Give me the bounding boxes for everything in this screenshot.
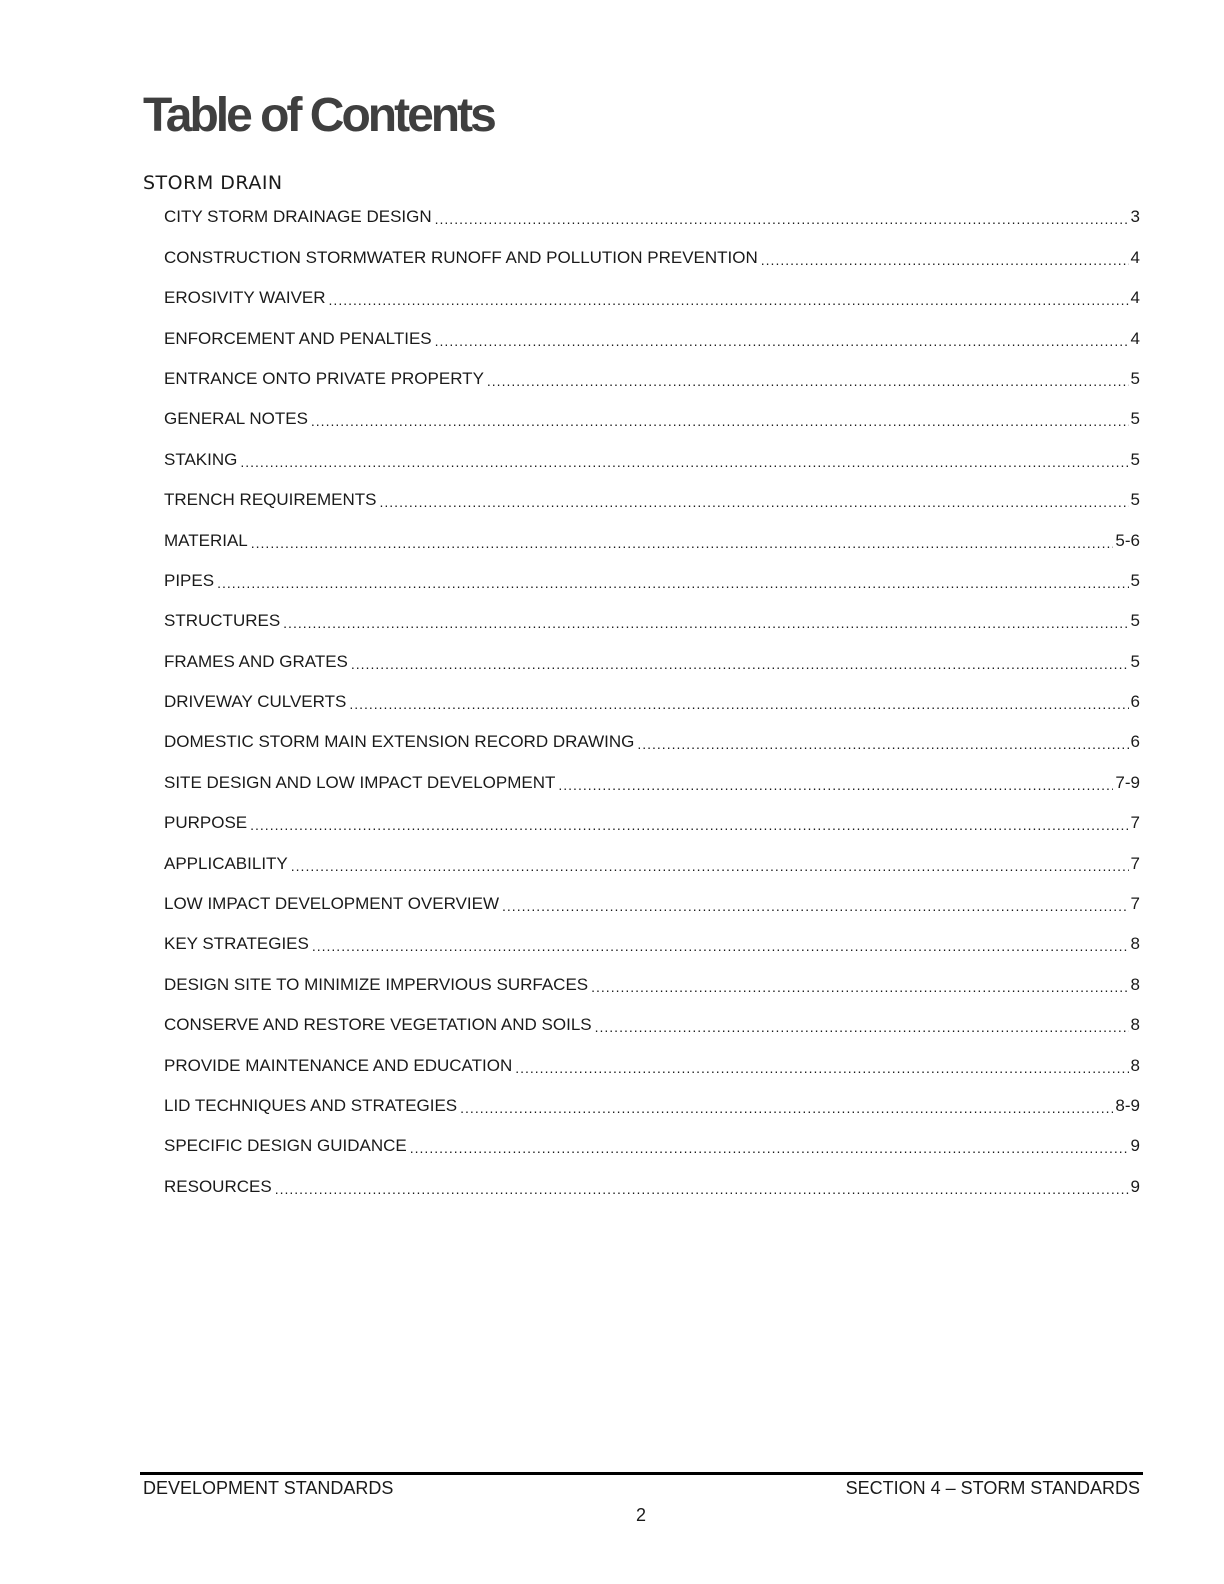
toc-entry-label: CONSTRUCTION STORMWATER RUNOFF AND POLLUTION PREVENTION bbox=[164, 247, 758, 267]
toc-entry-page: 5 bbox=[1130, 409, 1140, 429]
toc-entry-label: STAKING bbox=[164, 449, 238, 469]
toc-entry[interactable] bbox=[164, 798, 1140, 838]
toc-entry[interactable] bbox=[164, 1000, 1140, 1040]
toc-dot-leader bbox=[312, 938, 1129, 954]
toc-dot-leader bbox=[251, 535, 1114, 551]
toc-entry[interactable] bbox=[164, 596, 1140, 636]
toc-entry-page: 7 bbox=[1130, 894, 1140, 914]
toc-entry-page: 7-9 bbox=[1115, 772, 1140, 792]
toc-entry-label: PIPES bbox=[164, 570, 215, 590]
toc-entry[interactable] bbox=[164, 959, 1140, 999]
toc-list bbox=[164, 192, 1140, 1202]
toc-entry[interactable] bbox=[164, 1040, 1140, 1080]
toc-dot-leader bbox=[250, 817, 1128, 833]
toc-entry[interactable] bbox=[164, 636, 1140, 676]
toc-entry-page: 6 bbox=[1130, 732, 1140, 752]
toc-entry[interactable] bbox=[164, 919, 1140, 959]
toc-entry[interactable] bbox=[164, 232, 1140, 272]
toc-dot-leader bbox=[329, 292, 1129, 308]
toc-dot-leader bbox=[595, 1019, 1129, 1035]
toc-entry[interactable] bbox=[164, 1081, 1140, 1121]
toc-entry-label: DRIVEWAY CULVERTS bbox=[164, 692, 347, 712]
toc-dot-leader bbox=[637, 736, 1128, 752]
toc-entry[interactable] bbox=[164, 838, 1140, 878]
page-number: 2 bbox=[635, 1505, 646, 1525]
toc-dot-leader bbox=[283, 615, 1128, 631]
toc-entry-label: ENFORCEMENT AND PENALTIES bbox=[164, 328, 432, 348]
toc-entry-page: 8 bbox=[1130, 974, 1140, 994]
toc-dot-leader bbox=[558, 777, 1113, 793]
toc-entry-label: CONSERVE AND RESTORE VEGETATION AND SOILS bbox=[164, 1015, 592, 1035]
toc-dot-leader bbox=[240, 454, 1128, 470]
toc-dot-leader bbox=[460, 1100, 1113, 1116]
toc-entry[interactable] bbox=[164, 1121, 1140, 1161]
toc-entry-page: 8-9 bbox=[1115, 1095, 1140, 1115]
toc-entry-page: 5 bbox=[1130, 570, 1140, 590]
toc-dot-leader bbox=[761, 252, 1129, 268]
toc-entry-label: LOW IMPACT DEVELOPMENT OVERVIEW bbox=[164, 894, 500, 914]
toc-entry-label: PROVIDE MAINTENANCE AND EDUCATION bbox=[164, 1055, 513, 1075]
toc-entry-page: 8 bbox=[1130, 1055, 1140, 1075]
toc-entry[interactable] bbox=[164, 677, 1140, 717]
toc-entry-label: LID TECHNIQUES AND STRATEGIES bbox=[164, 1095, 458, 1115]
toc-entry-label: TRENCH REQUIREMENTS bbox=[164, 490, 377, 510]
toc-dot-leader bbox=[311, 413, 1129, 429]
toc-entry-page: 6 bbox=[1130, 692, 1140, 712]
toc-entry-label: PURPOSE bbox=[164, 813, 248, 833]
footer-right-text: SECTION 4 – STORM STANDARDS bbox=[845, 1478, 1140, 1498]
toc-entry[interactable] bbox=[164, 394, 1140, 434]
toc-entry-page: 4 bbox=[1130, 288, 1140, 308]
toc-entry[interactable] bbox=[164, 434, 1140, 474]
toc-entry-label: STRUCTURES bbox=[164, 611, 281, 631]
toc-entry-page: 8 bbox=[1130, 934, 1140, 954]
toc-dot-leader bbox=[591, 979, 1128, 995]
toc-entry-page: 8 bbox=[1130, 1015, 1140, 1035]
toc-entry-page: 5 bbox=[1130, 490, 1140, 510]
toc-entry[interactable] bbox=[164, 192, 1140, 232]
footer-left-text: DEVELOPMENT STANDARDS bbox=[143, 1478, 394, 1498]
toc-dot-leader bbox=[349, 696, 1128, 712]
toc-entry-page: 7 bbox=[1130, 853, 1140, 873]
toc-entry[interactable] bbox=[164, 515, 1140, 555]
toc-dot-leader bbox=[291, 858, 1129, 874]
toc-entry[interactable] bbox=[164, 1161, 1140, 1201]
toc-entry[interactable] bbox=[164, 556, 1140, 596]
toc-entry[interactable] bbox=[164, 757, 1140, 797]
toc-entry-page: 4 bbox=[1130, 328, 1140, 348]
toc-entry-page: 5 bbox=[1130, 368, 1140, 388]
toc-entry-label: SITE DESIGN AND LOW IMPACT DEVELOPMENT bbox=[164, 772, 556, 792]
toc-entry-label: FRAMES AND GRATES bbox=[164, 651, 348, 671]
page-title: Table of Contents bbox=[143, 89, 494, 142]
toc-entry-page: 5 bbox=[1130, 611, 1140, 631]
toc-entry-label: EROSIVITY WAIVER bbox=[164, 288, 326, 308]
toc-entry-label: CITY STORM DRAINAGE DESIGN bbox=[164, 207, 432, 227]
toc-entry-page: 5 bbox=[1130, 651, 1140, 671]
toc-entry-page: 5 bbox=[1130, 449, 1140, 469]
section-heading: STORM DRAIN bbox=[143, 172, 283, 194]
footer-rule bbox=[140, 1472, 1143, 1475]
toc-entry[interactable] bbox=[164, 273, 1140, 313]
toc-entry-label: APPLICABILITY bbox=[164, 853, 288, 873]
toc-entry-label: MATERIAL bbox=[164, 530, 248, 550]
toc-entry-page: 3 bbox=[1130, 207, 1140, 227]
toc-entry-page: 7 bbox=[1130, 813, 1140, 833]
toc-entry-page: 9 bbox=[1130, 1136, 1140, 1156]
toc-dot-leader bbox=[275, 1181, 1129, 1197]
toc-entry-label: DOMESTIC STORM MAIN EXTENSION RECORD DRAWING bbox=[164, 732, 635, 752]
toc-entry-label: KEY STRATEGIES bbox=[164, 934, 309, 954]
toc-entry-label: SPECIFIC DESIGN GUIDANCE bbox=[164, 1136, 407, 1156]
toc-dot-leader bbox=[217, 575, 1128, 591]
toc-entry[interactable] bbox=[164, 313, 1140, 353]
toc-entry-page: 4 bbox=[1130, 247, 1140, 267]
toc-entry[interactable] bbox=[164, 717, 1140, 757]
toc-entry-page: 5-6 bbox=[1115, 530, 1140, 550]
toc-entry-label: GENERAL NOTES bbox=[164, 409, 308, 429]
toc-dot-leader bbox=[435, 333, 1129, 349]
toc-dot-leader bbox=[380, 494, 1129, 510]
toc-entry[interactable] bbox=[164, 879, 1140, 919]
toc-dot-leader bbox=[435, 211, 1129, 227]
toc-dot-leader bbox=[502, 898, 1129, 914]
toc-dot-leader bbox=[487, 373, 1129, 389]
toc-entry-label: RESOURCES bbox=[164, 1176, 272, 1196]
toc-dot-leader bbox=[351, 656, 1129, 672]
toc-entry-label: DESIGN SITE TO MINIMIZE IMPERVIOUS SURFACES bbox=[164, 974, 589, 994]
toc-dot-leader bbox=[410, 1140, 1129, 1156]
toc-entry-page: 9 bbox=[1130, 1176, 1140, 1196]
toc-dot-leader bbox=[515, 1060, 1128, 1076]
toc-entry-label: ENTRANCE ONTO PRIVATE PROPERTY bbox=[164, 368, 484, 388]
toc-entry[interactable] bbox=[164, 475, 1140, 515]
toc-entry[interactable] bbox=[164, 354, 1140, 394]
